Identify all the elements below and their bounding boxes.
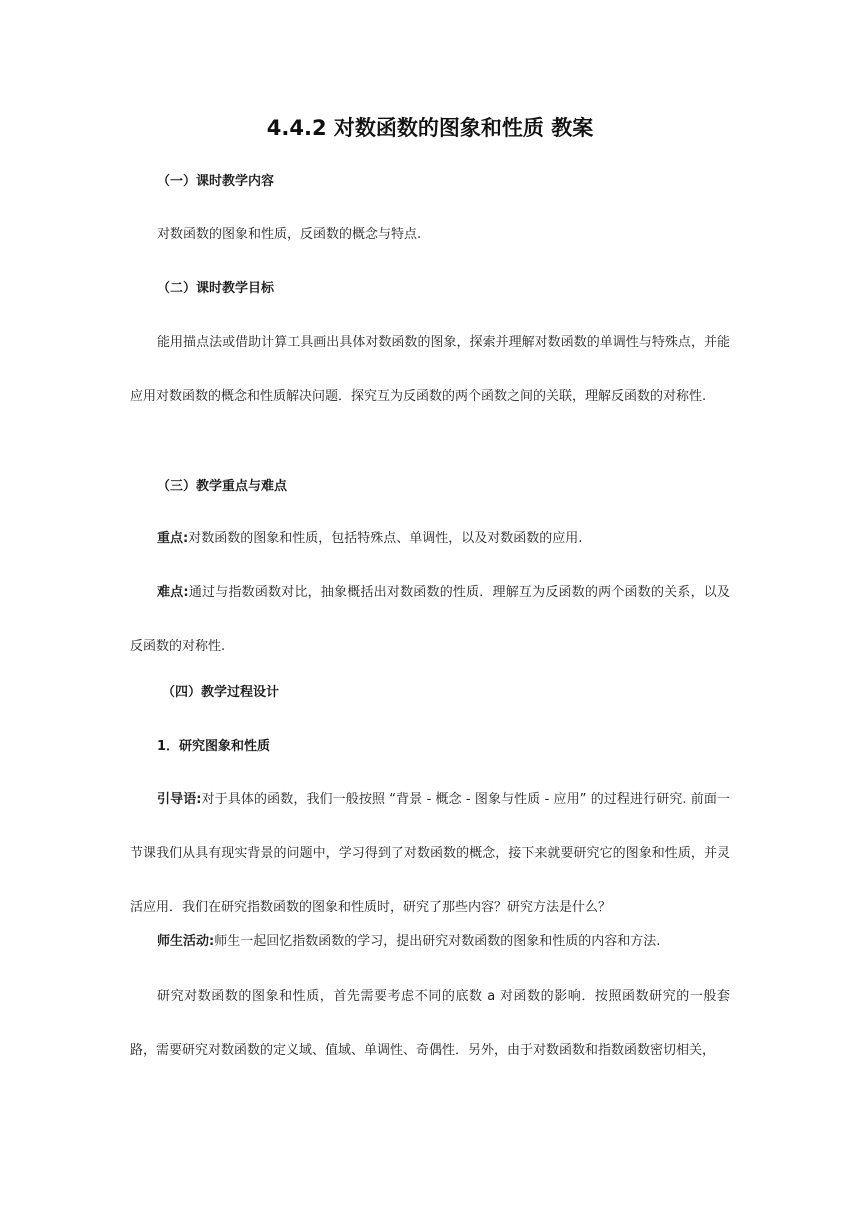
activity-paragraph [130, 915, 730, 969]
key-point-text: 对数函数的图象和性质，包括特殊点、单调性，以及对数函数的应用. [188, 531, 583, 546]
intro-paragraph [130, 773, 730, 935]
key-point-paragraph [130, 512, 730, 566]
content-paragraph: 对数函数的图象和性质，反函数的概念与特点. [157, 227, 422, 242]
body-paragraph: 研究对数函数的图象和性质，首先需要考虑不同的底数 a 对函数的影响．按照函数研究的一般套路，需要研究对数函数的定义域、值域、单调性、奇偶性．另外，由于对数函数和指数函数密切相关， [130, 989, 730, 1058]
section-heading-content: （一）课时教学内容 [157, 174, 275, 189]
section-heading-process: （四）教学过程设计 [162, 685, 280, 700]
intro-label: 引导语: [157, 792, 202, 807]
difficulty-label: 难点: [157, 585, 189, 600]
section-heading-objectives: （二）课时教学目标 [157, 281, 275, 296]
section-heading-key-points: （三）教学重点与难点 [157, 479, 288, 494]
difficulty-text: 通过与指数函数对比，抽象概括出对数函数的性质．理解互为反函数的两个函数的关系，以及反函数的对称性. [130, 585, 730, 654]
difficulty-paragraph [130, 566, 730, 674]
subsection-heading: 1．研究图象和性质 [157, 739, 271, 754]
document-title: 4.4.2 对数函数的图象和性质 教案 [266, 116, 594, 140]
key-point-label: 重点: [157, 531, 189, 546]
intro-text: 对于具体的函数，我们一般按照 “背景 - 概念 - 图象与性质 - 应用” 的过程进行研究. 前面一节课我们从具有现实背景的问题中，学习得到了对数函数的概念，接下来就要研究它的图象和性质，并灵活应用．我们在研究指数函数的图象和性质时，研究了那些内容？研究方法是什么？ [130, 792, 730, 915]
activity-label: 师生活动: [157, 934, 215, 949]
activity-text: 师生一起回忆指数函数的学习，提出研究对数函数的图象和性质的内容和方法. [214, 934, 661, 949]
objectives-paragraph: 能用描点法或借助计算工具画出具体对数函数的图象，探索并理解对数函数的单调性与特殊点，并能应用对数函数的概念和性质解决问题．探究互为反函数的两个函数之间的关联，理解反函数的对称性. [130, 335, 730, 404]
